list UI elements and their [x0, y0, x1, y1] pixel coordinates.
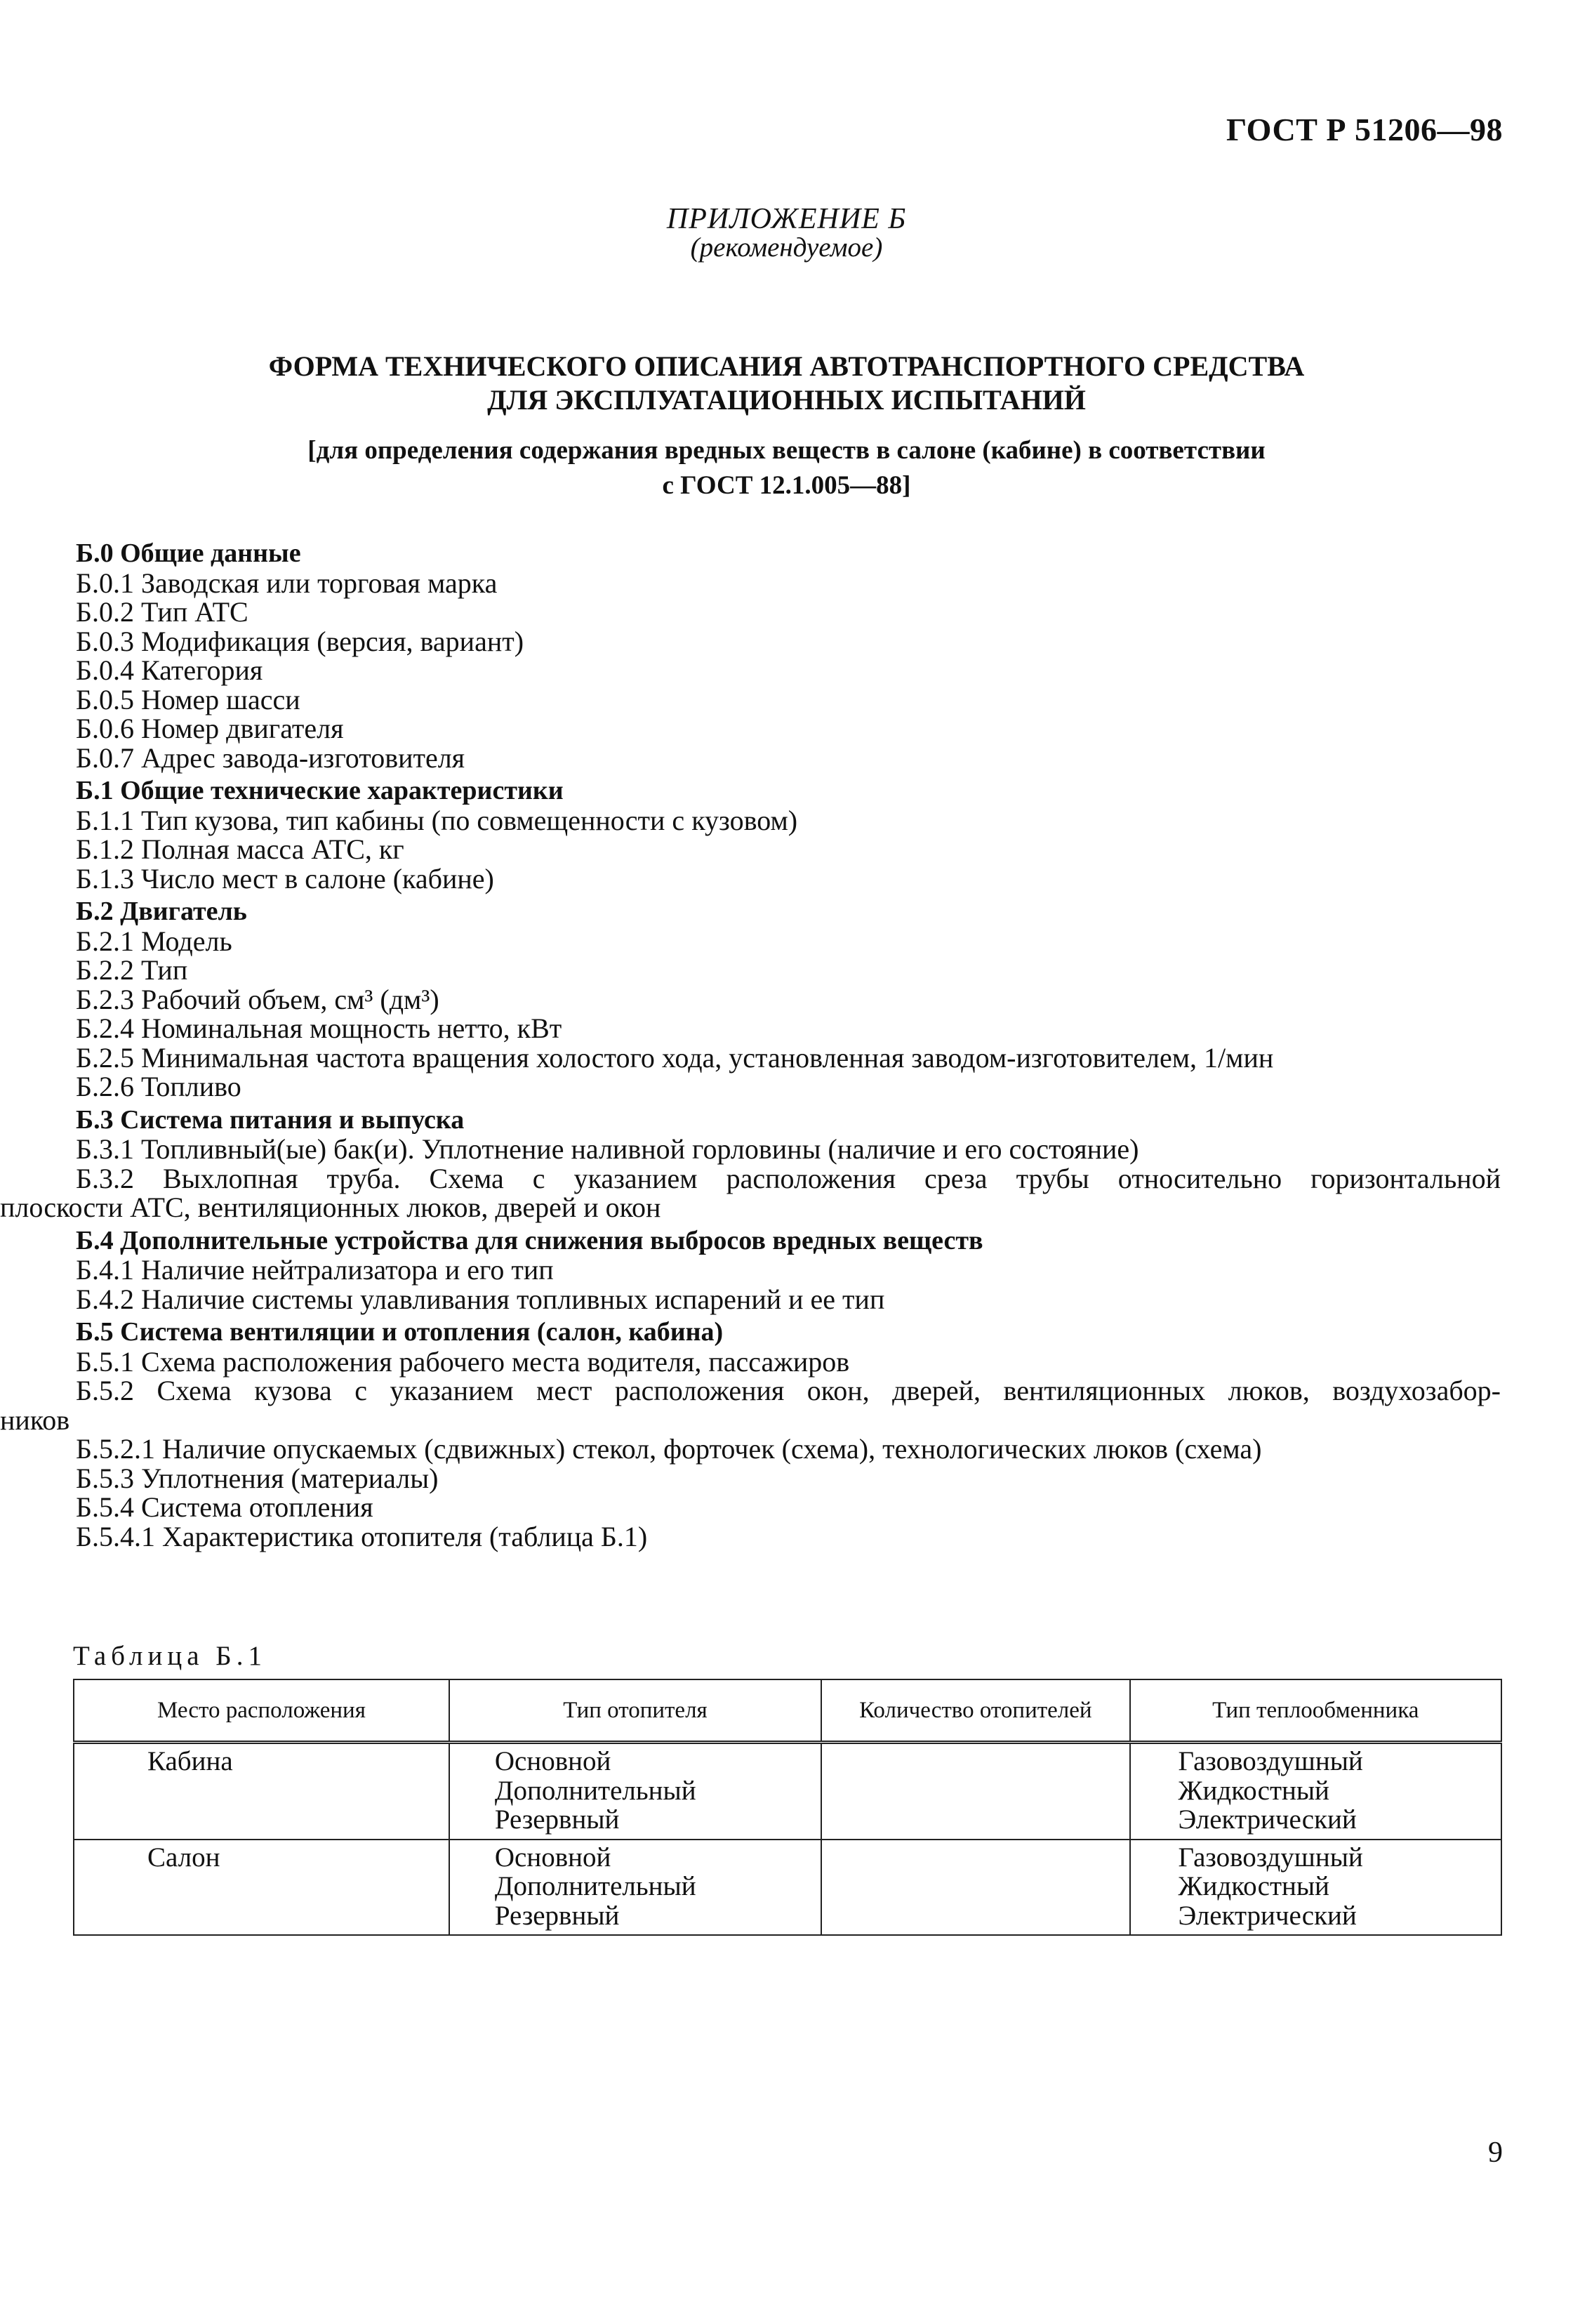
column-header: Место расположения — [74, 1679, 449, 1743]
table-row — [74, 1840, 1501, 1936]
cell-text: Газовоздушный — [1178, 1842, 1363, 1873]
section-heading: Б.0 Общие данные — [76, 539, 301, 568]
table-header-row — [74, 1679, 1501, 1743]
list-item: Б.5.3 Уплотнения (материалы) — [76, 1462, 439, 1494]
list-item: Б.0.1 Заводская или торговая марка — [76, 567, 498, 599]
list-item: Б.5.1 Схема расположения рабочего места водителя, пассажиров — [76, 1345, 850, 1378]
appendix-title: ПРИЛОЖЕНИЕ Б — [666, 203, 907, 235]
cell-text: Газовоздушный — [1178, 1746, 1363, 1776]
form-title — [0, 350, 1573, 417]
list-item: Б.2.3 Рабочий объем, см³ (дм³) — [76, 983, 439, 1015]
list-item: Б.2.2 Тип — [76, 954, 188, 986]
form-note — [0, 433, 1573, 503]
cell-text: Электрический — [1178, 1804, 1357, 1835]
standard-number: ГОСТ Р 51206—98 — [1226, 112, 1503, 147]
exchanger-type-cell — [1130, 1743, 1501, 1840]
exchanger-type-cell — [1130, 1840, 1501, 1936]
page-number: 9 — [1488, 2137, 1503, 2169]
section-heading: Б.5 Система вентиляции и отопления (салон, кабина) — [76, 1317, 724, 1347]
cell-text: Электрический — [1178, 1900, 1357, 1931]
form-title-line: ФОРМА ТЕХНИЧЕСКОГО ОПИСАНИЯ АВТОТРАНСПОРТНОГО СРЕДСТВА — [268, 350, 1305, 382]
list-item-continuation: ников — [0, 1404, 70, 1436]
cell-text: Кабина — [147, 1746, 233, 1776]
cell-text: Основной — [494, 1842, 611, 1873]
list-item: Б.2.4 Номинальная мощность нетто, кВт — [76, 1012, 562, 1044]
section-heading: Б.2 Двигатель — [76, 897, 247, 926]
list-item: Б.5.4.1 Характеристика отопителя (таблица Б.1) — [76, 1520, 648, 1552]
list-item: Б.0.4 Категория — [76, 654, 263, 686]
list-item: Б.0.7 Адрес завода-изготовителя — [76, 741, 465, 774]
heater-table — [73, 1679, 1502, 1936]
cell-text: Резервный — [494, 1900, 620, 1931]
list-item: Б.2.6 Топливо — [76, 1071, 241, 1102]
cell-text: Жидкостный — [1178, 1775, 1329, 1806]
list-item: Б.4.1 Наличие нейтрализатора и его тип — [76, 1254, 554, 1286]
list-item: Б.3.2 Выхлопная труба. Схема с указанием расположения среза трубы относительно горизонтальной — [76, 1162, 1501, 1194]
list-item: Б.5.2.1 Наличие опускаемых (сдвижных) стекол, форточек (схема), технологических люков (схема) — [76, 1433, 1262, 1465]
list-item: Б.0.5 Номер шасси — [76, 683, 300, 715]
section-heading: Б.4 Дополнительные устройства для снижения выбросов вредных веществ — [76, 1225, 983, 1255]
column-header: Количество отопителей — [821, 1679, 1129, 1743]
location-cell — [74, 1840, 449, 1936]
table-caption: Таблица Б.1 — [73, 1641, 267, 1671]
heater-count-cell — [821, 1840, 1129, 1936]
heater-count-cell — [821, 1743, 1129, 1840]
list-item: Б.5.4 Система отопления — [76, 1491, 373, 1523]
appendix-subtitle: (рекомендуемое) — [690, 232, 883, 263]
list-item: Б.2.5 Минимальная частота вращения холостого хода, установленная заводом-изготовителем, 1/мин — [76, 1041, 1274, 1074]
cell-text: Резервный — [494, 1804, 620, 1835]
cell-text: Дополнительный — [494, 1775, 696, 1806]
list-item: Б.0.2 Тип АТС — [76, 596, 248, 628]
form-note-line: [для определения содержания вредных веществ в салоне (кабине) в соответствии — [307, 436, 1266, 465]
form-content — [0, 539, 1501, 1552]
heater-type-cell — [449, 1840, 821, 1936]
section-heading: Б.1 Общие технические характеристики — [76, 776, 564, 805]
heater-type-cell — [449, 1743, 821, 1840]
column-header: Тип теплообменника — [1130, 1679, 1501, 1743]
table-row — [74, 1743, 1501, 1840]
cell-text: Дополнительный — [494, 1871, 696, 1901]
column-header: Тип отопителя — [449, 1679, 821, 1743]
list-item: Б.1.3 Число мест в салоне (кабине) — [76, 862, 494, 894]
list-item: Б.4.2 Наличие системы улавливания топливных испарений и ее тип — [76, 1283, 885, 1315]
cell-text: Основной — [494, 1746, 611, 1776]
list-item: Б.5.2 Схема кузова с указанием мест расположения окон, дверей, вентиляционных люков, воздухозабор- — [76, 1375, 1501, 1406]
cell-text: Жидкостный — [1178, 1871, 1329, 1901]
list-item: Б.1.1 Тип кузова, тип кабины (по совмещенности с кузовом) — [76, 804, 798, 836]
form-note-line: с ГОСТ 12.1.005—88] — [662, 471, 911, 500]
cell-text: Салон — [147, 1842, 220, 1873]
list-item: Б.1.2 Полная масса АТС, кг — [76, 833, 404, 865]
list-item: Б.0.6 Номер двигателя — [76, 713, 344, 744]
section-heading: Б.3 Система питания и выпуска — [76, 1104, 465, 1135]
form-title-line: ДЛЯ ЭКСПЛУАТАЦИОННЫХ ИСПЫТАНИЙ — [487, 384, 1086, 416]
list-item: Б.0.3 Модификация (версия, вариант) — [76, 625, 524, 657]
location-cell — [74, 1743, 449, 1840]
list-item: Б.3.1 Топливный(ые) бак(и). Уплотнение наливной горловины (наличие и его состояние) — [76, 1133, 1139, 1165]
list-item-continuation: плоскости АТС, вентиляционных люков, дверей и окон — [0, 1191, 661, 1223]
list-item: Б.2.1 Модель — [76, 925, 232, 957]
